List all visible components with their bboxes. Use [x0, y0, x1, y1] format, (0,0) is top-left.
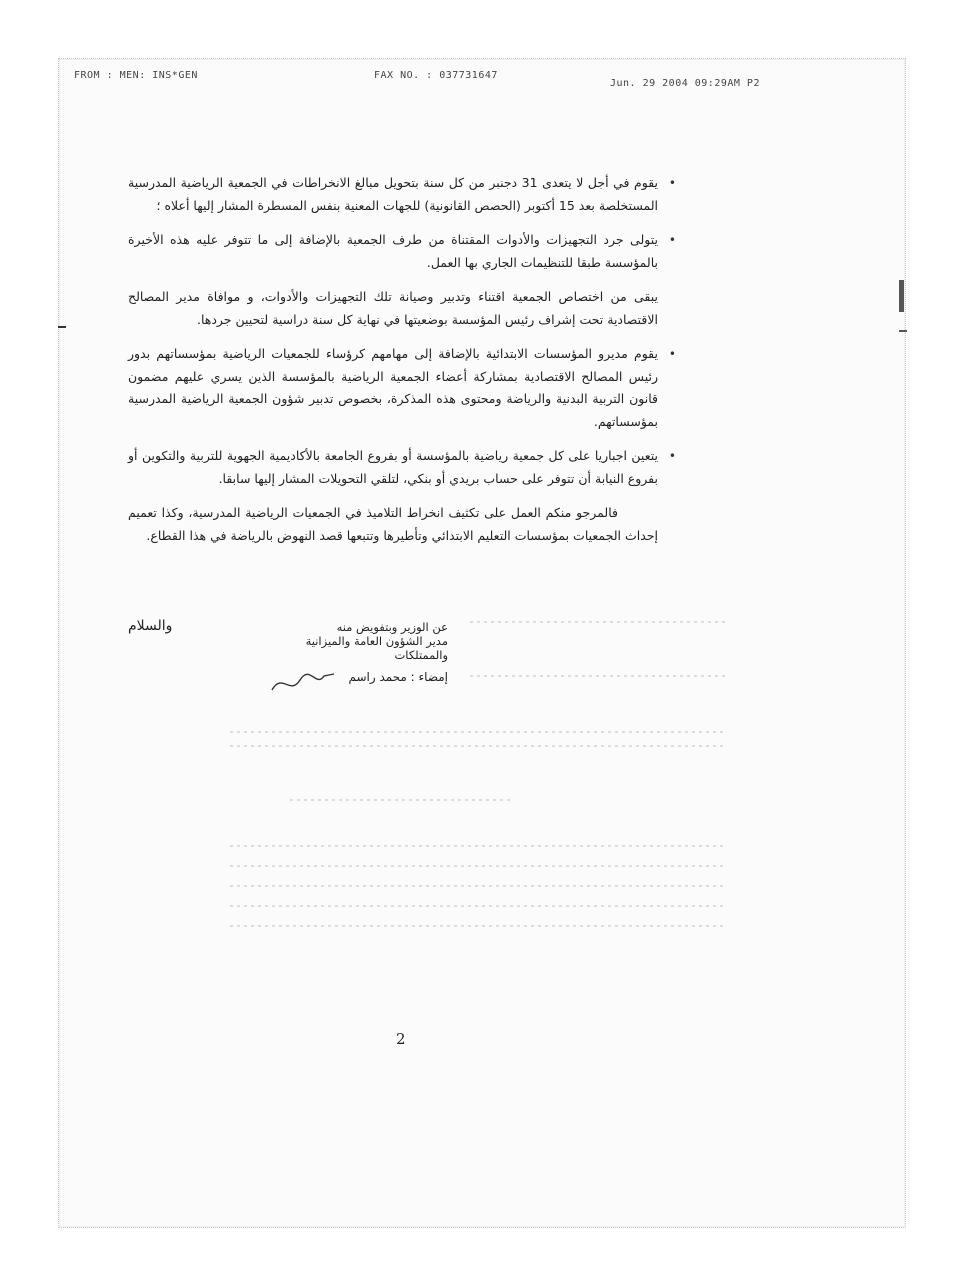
signature-line-2: مدير الشؤون العامة والميزانية	[305, 634, 448, 648]
fax-from: FROM : MEN: INS*GEN	[74, 70, 198, 81]
margin-mark	[58, 326, 66, 328]
paragraph-text: يقوم مديرو المؤسسات الابتدائية بالإضافة إلى مهامهم كرؤساء للجمعيات الرياضية بمؤسساتهم بدور رئيس المصالح الاقتصادية بمشاركة أعضاء الجمعية الرياضية بالمؤسسة الذين يسري عليهم مضمون قانون التربية البدنية والرياضة ومحتوى هذه المذكرة، بخصوص تدبير شؤون الجمعية الرياضية المدرسية بمؤسساتهم.	[128, 346, 658, 429]
faint-bleed-through	[230, 614, 730, 944]
bullet-icon: •	[668, 233, 676, 247]
page-number: 2	[396, 1030, 406, 1048]
paragraph-text: يتولى جرد التجهيزات والأدوات المقتناة من طرف الجمعية بالإضافة إلى ما تتوفر عليه هذه الأخيرة بالمؤسسة طبقا للتنظيمات الجاري بها العمل.	[128, 232, 658, 270]
paragraph-5	[128, 445, 676, 490]
bullet-icon: •	[668, 449, 676, 463]
letter-body	[128, 172, 676, 559]
paragraph-2	[128, 229, 676, 274]
paragraph-4	[128, 343, 676, 433]
margin-tick	[899, 330, 907, 332]
signature-name: إمضاء : محمد راسم	[348, 670, 448, 684]
paragraph-1	[128, 172, 676, 217]
paragraph-3	[128, 286, 658, 331]
fax-header	[74, 70, 794, 90]
paragraph-6	[128, 502, 658, 547]
fax-number: FAX NO. : 037731647	[374, 70, 498, 81]
fax-date: Jun. 29 2004 09:29AM P2	[610, 78, 760, 89]
signature-line-3: والممتلكات	[394, 648, 448, 662]
bullet-icon: •	[668, 176, 676, 190]
paragraph-text: يقوم في أجل لا يتعدى 31 دجنبر من كل سنة بتحويل مبالغ الانخراطات في الجمعية الرياضية المدرسية المستخلصة بعد 15 أكتوبر (الحصص القانونية) للجهات المعنية بنفس المسطرة المشار إليها أعلاه ؛	[128, 175, 658, 213]
scan-edge-mark	[899, 280, 904, 312]
closing-salutation: والسلام	[128, 618, 173, 634]
paragraph-text: يتعين اجباريا على كل جمعية رياضية بالمؤسسة أو بفروع الجامعة بالأكاديمية الجهوية للتربية والتكوين أو بفروع النيابة أن تتوفر على حساب بريدي أو بنكي، لتلقي التحويلات المشار إليها سابقا.	[128, 448, 658, 486]
signature-line-1: عن الوزير وبتفويض منه	[336, 620, 448, 634]
paragraph-text: فالمرجو منكم العمل على تكثيف انخراط التلاميذ في الجمعيات الرياضية المدرسية، وكذا تعميم إحداث الجمعيات بمؤسسات التعليم الابتدائي وتأطيرها وتتبعها قصد النهوض بالرياضة في هذا القطاع.	[128, 505, 658, 543]
bullet-icon: •	[668, 347, 676, 361]
paragraph-text: يبقى من اختصاص الجمعية اقتناء وتدبير وصيانة تلك التجهيزات والأدوات، و موافاة مدير المصالح الاقتصادية تحت إشراف رئيس المؤسسة بوضعيتها في نهاية كل سنة دراسية لتحيين جردها.	[128, 289, 658, 327]
